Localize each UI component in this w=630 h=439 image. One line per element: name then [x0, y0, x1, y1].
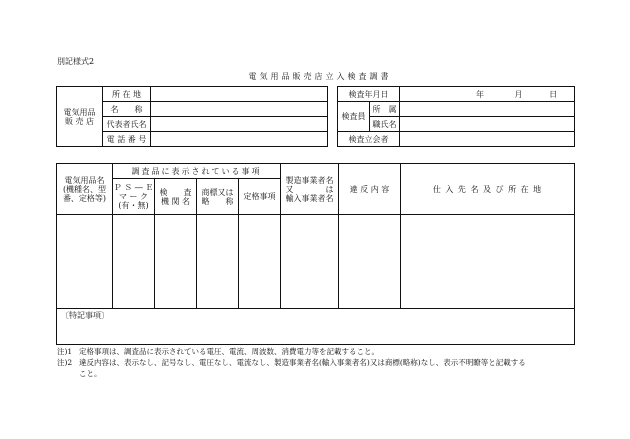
- cell-manufacturer[interactable]: [281, 215, 339, 309]
- page-title: 電気用品販売店立入検査調書: [248, 72, 392, 81]
- note-2-prefix: 注)2: [57, 358, 73, 367]
- special-notes-label: 〔特記事項〕: [61, 311, 109, 320]
- note-2: [57, 357, 577, 368]
- date-day: 日: [549, 89, 558, 99]
- col-pse-header: [113, 179, 155, 215]
- witness-label: 検査立会者: [338, 132, 400, 147]
- col-inspection-body-line1: 検 査: [159, 187, 192, 197]
- cell-inspection-body[interactable]: [155, 215, 197, 309]
- col-product-line1: 電気用品名: [64, 175, 105, 185]
- col-product-header: [57, 164, 113, 215]
- inspector-name-label: 職氏名: [370, 117, 400, 132]
- notes: [57, 346, 577, 379]
- col-manufacturer-line3: 輸入事業者名: [285, 193, 334, 203]
- table-row: [57, 215, 575, 309]
- col-manufacturer-line1: 製造事業者名: [285, 175, 334, 185]
- store-row-representative-label: 代表者氏名: [103, 117, 151, 132]
- store-row-address-value[interactable]: [151, 87, 328, 102]
- col-inspection-body-header: [155, 179, 197, 215]
- col-inspection-body-line2: 機 関 名: [160, 196, 191, 206]
- cell-trademark[interactable]: [197, 215, 239, 309]
- col-pse-line2: マ ー ク: [118, 192, 149, 201]
- inspector-name-value[interactable]: [400, 117, 575, 132]
- note-2-continuation: こと。: [79, 369, 102, 378]
- inspector-affiliation-value[interactable]: [400, 102, 575, 117]
- store-row-representative-value[interactable]: [151, 117, 328, 132]
- col-supplier-header: 仕 入 先 名 及 び 所 在 地: [401, 164, 575, 215]
- col-trademark-line1: 商標又は: [201, 187, 234, 197]
- inspection-info-table: [337, 86, 575, 147]
- col-trademark-header: [197, 179, 239, 215]
- col-manufacturer-line2: 又 は: [285, 184, 334, 194]
- store-group-label: [57, 87, 103, 147]
- cell-violation[interactable]: [339, 215, 401, 309]
- form-label: 別記様式2: [57, 57, 95, 66]
- col-pse-line1: Ｐ Ｓ ― Ｅ: [113, 183, 154, 192]
- inspection-date-value[interactable]: [400, 87, 575, 102]
- note-1-text: 定格事項は、調査品に表示されている電圧、電流、周波数、消費電力等を記載すること。: [79, 347, 379, 356]
- inspector-affiliation-label: 所 属: [370, 102, 400, 117]
- note-1-prefix: 注)1: [57, 347, 73, 356]
- note-1: [57, 346, 577, 357]
- store-row-phone-label: 電 話 番 号: [103, 132, 151, 147]
- store-row-phone-value[interactable]: [151, 132, 328, 147]
- store-info-table: [56, 86, 328, 147]
- col-rating-header: 定格事項: [239, 179, 281, 215]
- date-year: 年: [476, 89, 484, 99]
- cell-rating[interactable]: [239, 215, 281, 309]
- col-pse-line3: (有・無): [118, 201, 149, 210]
- date-month: 月: [514, 89, 523, 99]
- store-row-name-label: 名 称: [103, 102, 151, 117]
- main-inspection-table: [56, 163, 575, 345]
- col-violation-header: 違 反 内 容: [339, 164, 401, 215]
- col-product-line2: (機種名、型: [62, 184, 107, 194]
- col-manufacturer-header: [281, 164, 339, 215]
- cell-supplier[interactable]: [401, 215, 575, 309]
- col-product-line3: 番、定格等): [62, 193, 107, 203]
- store-row-name-value[interactable]: [151, 102, 328, 117]
- inspection-date-label: 検査年月日: [338, 87, 400, 102]
- col-trademark-line2: 略 称: [201, 196, 234, 206]
- store-row-address-label: 所 在 地: [103, 87, 151, 102]
- cell-product[interactable]: [57, 215, 113, 309]
- cell-pse[interactable]: [113, 215, 155, 309]
- group-header-displayed-items: 調査品に表示されている事項: [113, 164, 281, 179]
- inspector-label: 検査員: [338, 102, 370, 132]
- note-2-text: 違反内容は、表示なし、記号なし、電圧なし、電流なし、製造事業者名(輸入事業者名)又は商標(略称)なし、表示不明瞭等と記載する: [79, 358, 526, 367]
- store-group-label-line1: 電気用品: [63, 107, 96, 117]
- special-notes-cell[interactable]: [57, 309, 575, 345]
- witness-value[interactable]: [400, 132, 575, 147]
- store-group-label-line2: 販 売 店: [64, 116, 95, 126]
